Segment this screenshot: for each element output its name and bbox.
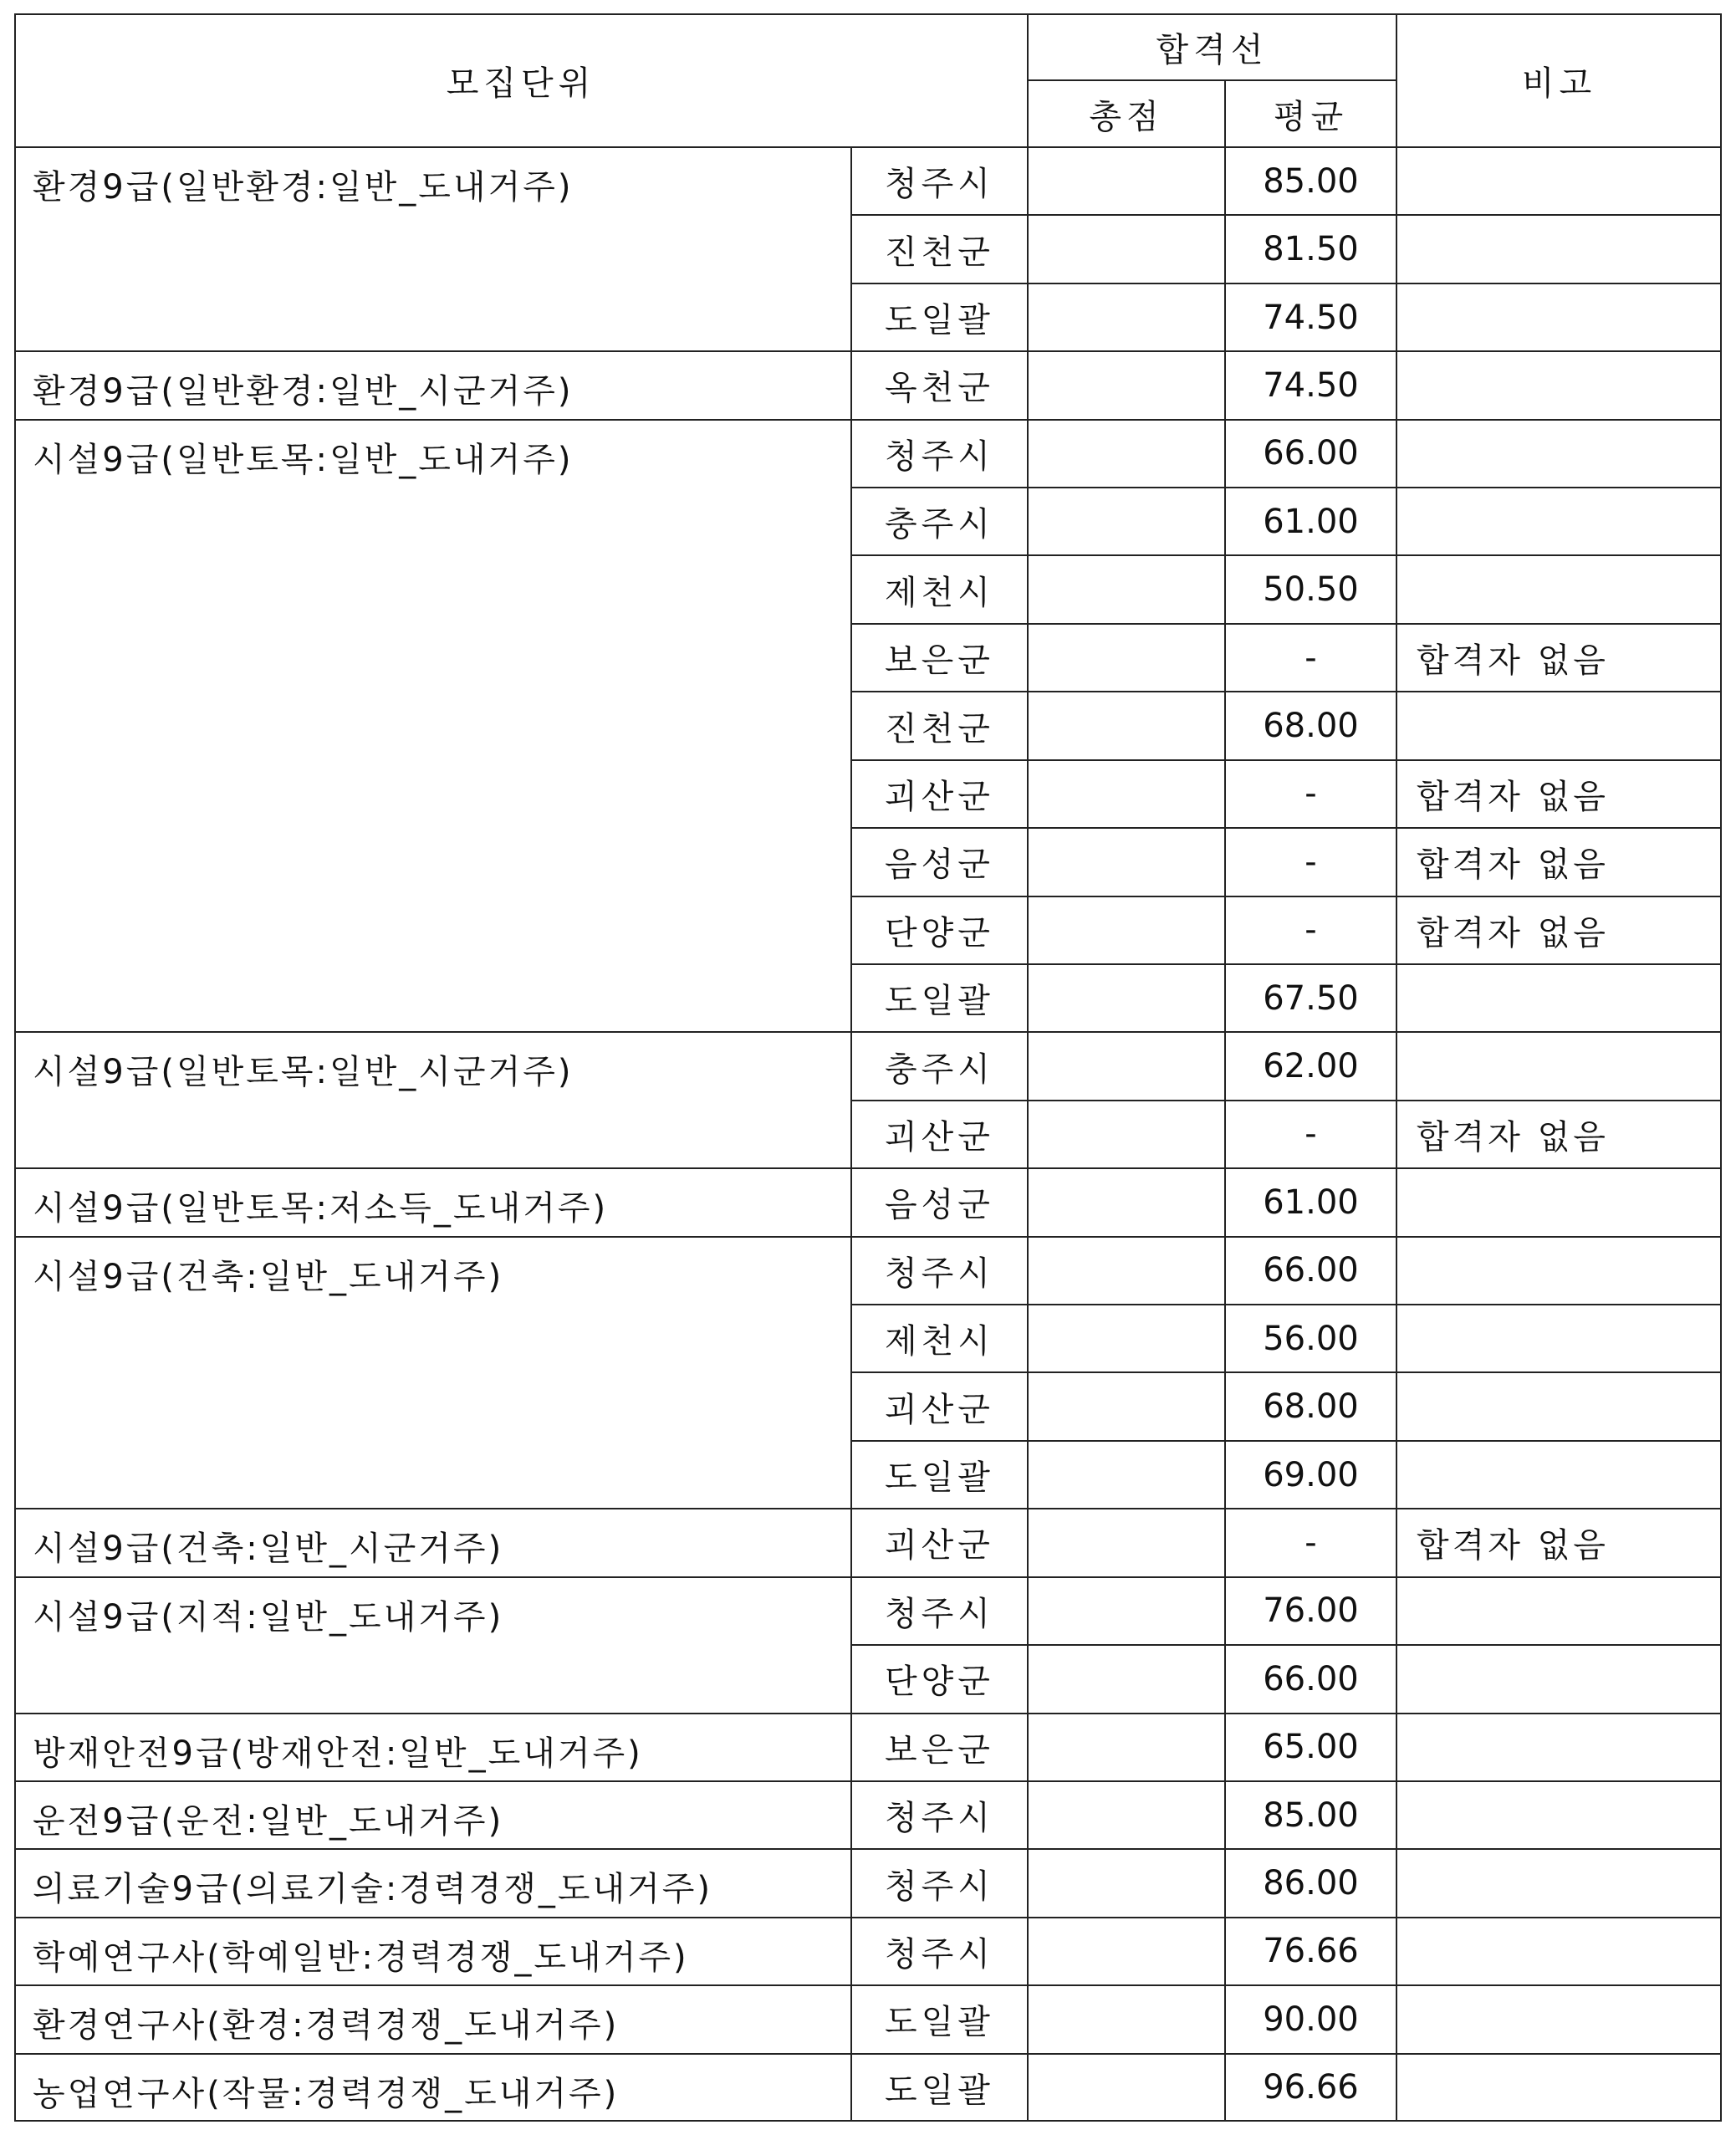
total-score-cell [1028,1372,1225,1440]
total-score-cell [1028,1714,1225,1781]
average-score-cell: 76.66 [1263,1932,1359,1971]
recruit-unit: 운전9급(운전:일반_도내거주) [33,1801,504,1841]
total-score-cell [1028,896,1225,964]
total-score-cell [1028,1781,1225,1849]
total-score-cell [1028,1645,1225,1713]
total-score-cell [1028,215,1225,283]
total-score-cell [1028,1577,1225,1645]
note-cell [1396,420,1722,488]
header-cutoff: 합격선 [1156,30,1269,69]
note-cell [1396,1305,1722,1372]
note-cell [1396,555,1722,623]
total-score-cell [1028,1305,1225,1372]
note-cell [1396,692,1722,759]
total-score-cell [1028,692,1225,759]
region-cell: 청주시 [885,165,994,204]
region-cell: 도일괄 [885,1458,994,1498]
recruit-unit: 의료기술9급(의료기술:경력경쟁_도내거주) [33,1870,713,1909]
average-score-cell: 68.00 [1263,707,1359,745]
average-score-cell: 74.50 [1263,298,1359,337]
average-score-cell: - [1305,638,1317,677]
average-score-cell: 62.00 [1263,1047,1359,1086]
total-score-cell [1028,828,1225,896]
note-cell [1396,1372,1722,1440]
average-score-cell: 86.00 [1263,1864,1359,1903]
region-cell: 단양군 [885,913,994,953]
note-cell [1396,1849,1722,1917]
total-score-cell [1028,1509,1225,1576]
total-score-cell [1028,420,1225,488]
header-note: 비고 [1521,64,1597,103]
region-cell: 진천군 [885,709,994,748]
note-cell: 합격자 없음 [1417,777,1609,816]
average-score-cell: - [1305,1115,1317,1154]
recruit-unit: 환경연구사(환경:경력경쟁_도내거주) [33,2006,620,2046]
region-cell: 괴산군 [885,1117,994,1157]
region-cell: 청주시 [885,1934,994,1974]
region-cell: 괴산군 [885,1390,994,1429]
total-score-cell [1028,351,1225,419]
note-cell [1396,1781,1722,1849]
recruit-unit: 시설9급(일반토목:저소득_도내거주) [33,1189,609,1228]
total-score-cell [1028,147,1225,215]
region-cell: 도일괄 [885,982,994,1021]
region-cell: 청주시 [885,1799,994,1838]
total-score-cell [1028,555,1225,623]
region-cell: 도일괄 [885,2071,994,2110]
region-cell: 괴산군 [885,1526,994,1565]
region-cell: 청주시 [885,1254,994,1293]
average-score-cell: 66.00 [1263,434,1359,473]
region-cell: 청주시 [885,1594,994,1633]
total-score-cell [1028,488,1225,555]
average-score-cell: 68.00 [1263,1387,1359,1427]
total-score-cell [1028,1849,1225,1917]
region-cell: 충주시 [885,505,994,544]
average-score-cell: 56.00 [1263,1319,1359,1358]
average-score-cell: 65.00 [1263,1728,1359,1767]
total-score-cell [1028,2054,1225,2122]
average-score-cell: 69.00 [1263,1455,1359,1494]
note-cell [1396,1577,1722,1645]
note-cell: 합격자 없음 [1417,913,1609,953]
total-score-cell [1028,1441,1225,1509]
recruit-unit: 시설9급(건축:일반_도내거주) [33,1257,504,1296]
region-cell: 제천시 [885,573,994,612]
total-score-cell [1028,1168,1225,1236]
cutoff-table [14,13,1722,2122]
header-total: 총점 [1089,97,1164,136]
recruit-unit: 방재안전9급(방재안전:일반_도내거주) [33,1734,643,1773]
header-unit: 모집단위 [446,64,596,103]
note-cell [1396,1168,1722,1236]
region-cell: 음성군 [885,845,994,885]
note-cell [1396,964,1722,1032]
note-cell [1396,1237,1722,1305]
note-cell [1396,1441,1722,1509]
region-cell: 단양군 [885,1663,994,1702]
average-score-cell: - [1305,842,1317,881]
recruit-unit: 환경9급(일반환경:일반_도내거주) [33,168,574,207]
average-score-cell: 50.50 [1263,570,1359,610]
recruit-unit: 시설9급(일반토목:일반_도내거주) [33,440,574,479]
average-score-cell: 85.00 [1263,1795,1359,1835]
note-cell [1396,147,1722,215]
total-score-cell [1028,1237,1225,1305]
region-cell: 보은군 [885,1730,994,1770]
recruit-unit: 환경9급(일반환경:일반_시군거주) [33,372,574,411]
region-cell: 보은군 [885,641,994,681]
average-score-cell: 61.00 [1263,502,1359,541]
average-score-cell: - [1305,1523,1317,1562]
recruit-unit: 농업연구사(작물:경력경쟁_도내거주) [33,2074,620,2113]
note-cell [1396,1032,1722,1100]
note-cell: 합격자 없음 [1417,1526,1609,1565]
region-cell: 괴산군 [885,777,994,816]
region-cell: 도일괄 [885,2003,994,2042]
total-score-cell [1028,1101,1225,1168]
recruit-unit: 시설9급(일반토목:일반_시군거주) [33,1053,574,1092]
header-average: 평균 [1273,97,1349,136]
recruit-unit: 시설9급(지적:일반_도내거주) [33,1597,504,1637]
average-score-cell: 81.50 [1263,230,1359,269]
note-cell [1396,2054,1722,2122]
average-score-cell: 76.00 [1263,1591,1359,1631]
note-cell: 합격자 없음 [1417,641,1609,681]
average-score-cell: 67.50 [1263,978,1359,1018]
total-score-cell [1028,283,1225,351]
total-score-cell [1028,1918,1225,1985]
note-cell [1396,1645,1722,1713]
region-cell: 도일괄 [885,301,994,340]
average-score-cell: 96.66 [1263,2068,1359,2107]
average-score-cell: - [1305,774,1317,814]
note-cell [1396,488,1722,555]
average-score-cell: 61.00 [1263,1182,1359,1222]
note-cell [1396,1918,1722,1985]
region-cell: 충주시 [885,1050,994,1089]
recruit-unit: 학예연구사(학예일반:경력경쟁_도내거주) [33,1938,689,1977]
total-score-cell [1028,964,1225,1032]
total-score-cell [1028,760,1225,828]
note-cell [1396,283,1722,351]
recruit-unit: 시설9급(건축:일반_시군거주) [33,1530,504,1569]
region-cell: 음성군 [885,1186,994,1225]
note-cell: 합격자 없음 [1417,1117,1609,1157]
region-cell: 제천시 [885,1322,994,1361]
average-score-cell: 66.00 [1263,1659,1359,1698]
total-score-cell [1028,1985,1225,2053]
note-cell [1396,351,1722,419]
average-score-cell: 90.00 [1263,2000,1359,2039]
average-score-cell: 85.00 [1263,161,1359,201]
region-cell: 청주시 [885,437,994,476]
note-cell [1396,1714,1722,1781]
region-cell: 청주시 [885,1867,994,1906]
note-cell: 합격자 없음 [1417,845,1609,885]
average-score-cell: 66.00 [1263,1251,1359,1290]
note-cell [1396,1985,1722,2053]
note-cell [1396,215,1722,283]
average-score-cell: - [1305,911,1317,950]
region-cell: 진천군 [885,232,994,272]
total-score-cell [1028,624,1225,692]
average-score-cell: 74.50 [1263,365,1359,405]
total-score-cell [1028,1032,1225,1100]
region-cell: 옥천군 [885,369,994,408]
